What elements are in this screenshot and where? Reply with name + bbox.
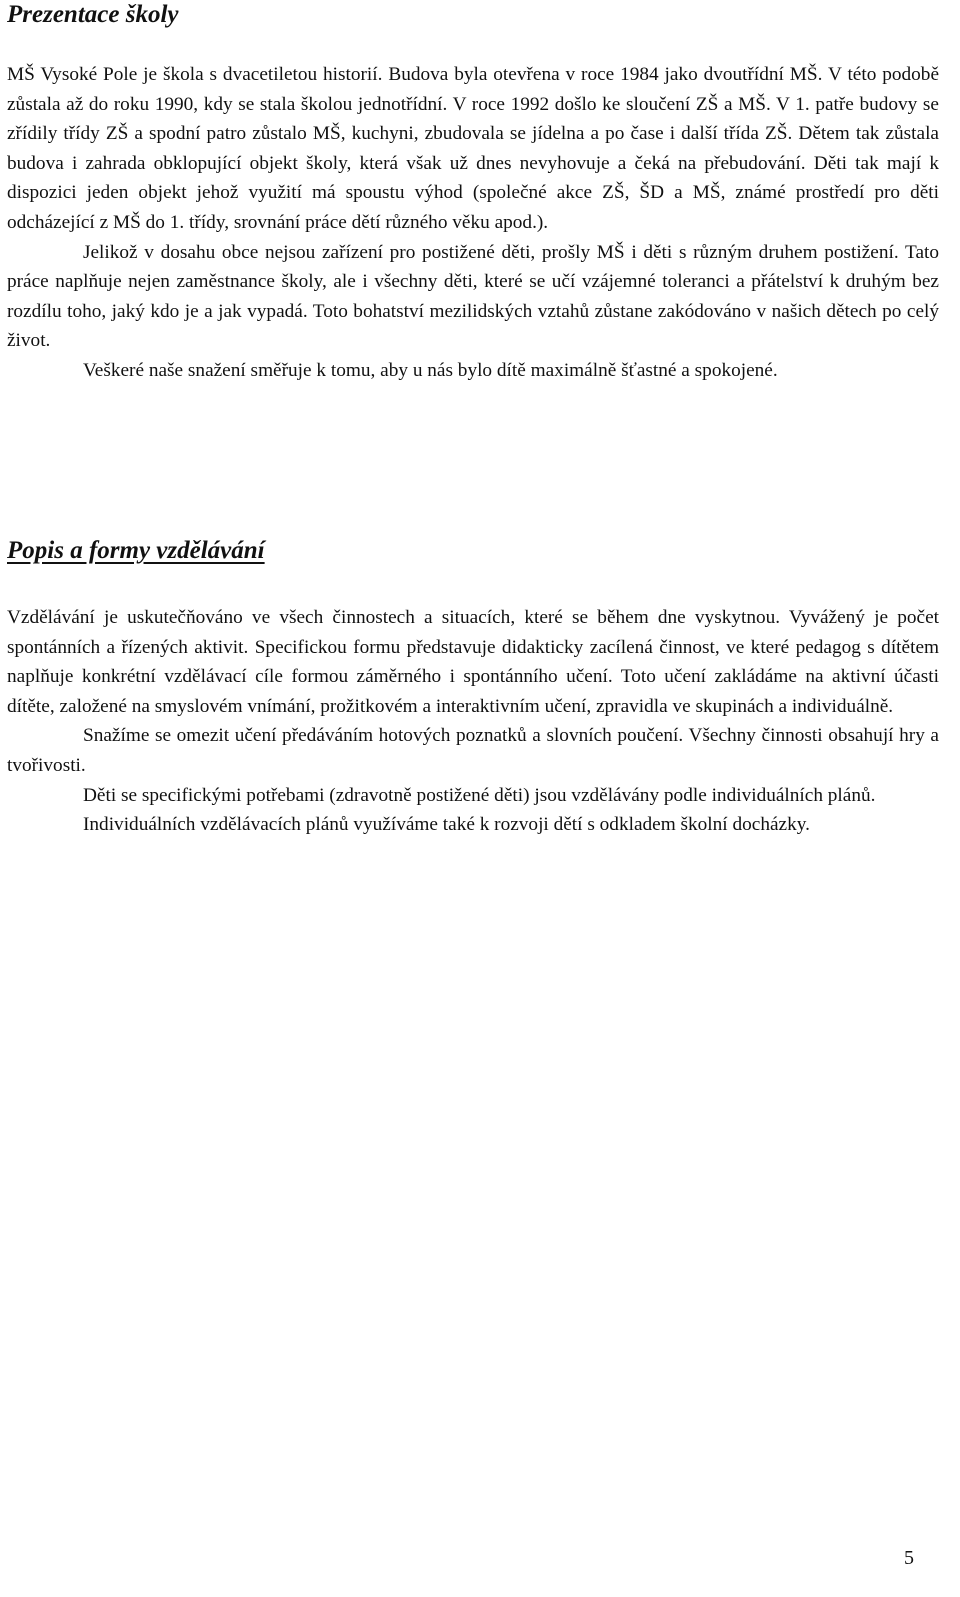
paragraph: Vzdělávání je uskutečňováno ve všech činnostech a situacích, které se během dne vyskytnou. Vyvážený je počet spontánních a řízených aktivit. Specifickou formu představuje didakticky zacílená činnost, ve které pedagog s dítětem naplňuje konkrétní vzdělávací cíle formou záměrného i spontánního učení. Toto učení zakládáme na aktivní účasti dítěte, založené na smyslovém vnímání, prožitkovém a interaktivním učení, zpravidla ve skupinách a individuálně.	[7, 607, 939, 717]
section-body-prezentace	[7, 60, 939, 386]
paragraph: Děti se specifickými potřebami (zdravotně postižené děti) jsou vzdělávány podle individuálních plánů.	[83, 784, 876, 806]
section-heading-popis: Popis a formy vzdělávání	[7, 537, 265, 564]
page-number: 5	[904, 1547, 914, 1569]
section-heading-prezentace: Prezentace školy	[7, 1, 179, 28]
paragraph: Veškeré naše snažení směřuje k tomu, aby u nás bylo dítě maximálně šťastné a spokojené.	[83, 359, 778, 381]
paragraph: Snažíme se omezit učení předáváním hotových poznatků a slovních poučení. Všechny činnosti obsahují hry a tvořivosti.	[7, 725, 939, 776]
paragraph: MŠ Vysoké Pole je škola s dvacetiletou historií. Budova byla otevřena v roce 1984 jako dvoutřídní MŠ. V této podobě zůstala až do roku 1990, kdy se stala školou jednotřídní. V roce 1992 došlo ke sloučení ZŠ a MŠ. V 1. patře budovy se zřídily třídy ZŠ a spodní patro zůstalo MŠ, kuchyni, zbudovala se jídelna a po čase i další třída ZŠ. Dětem tak zůstala budova i zahrada obklopující objekt školy, která však už dnes nevyhovuje a čeká na přebudování. Děti tak mají k dispozici jeden objekt jehož využití má spoustu výhod (společné akce ZŠ, ŠD a MŠ, známé prostředí pro děti odcházející z MŠ do 1. třídy, srovnání práce dětí různého věku apod.).	[7, 64, 939, 233]
paragraph: Individuálních vzdělávacích plánů využíváme také k rozvoji dětí s odkladem školní docházky.	[83, 814, 810, 836]
paragraph: Jelikož v dosahu obce nejsou zařízení pro postižené děti, prošly MŠ i děti s různým druhem postižení. Tato práce naplňuje nejen zaměstnance školy, ale i všechny děti, které se učí vzájemné toleranci a přátelství k druhým bez rozdílu toho, jaký kdo je a jak vypadá. Toto bohatství mezilidských vztahů zůstane zakódováno v našich dětech po celý život.	[7, 241, 939, 352]
section-body-popis	[7, 603, 939, 840]
